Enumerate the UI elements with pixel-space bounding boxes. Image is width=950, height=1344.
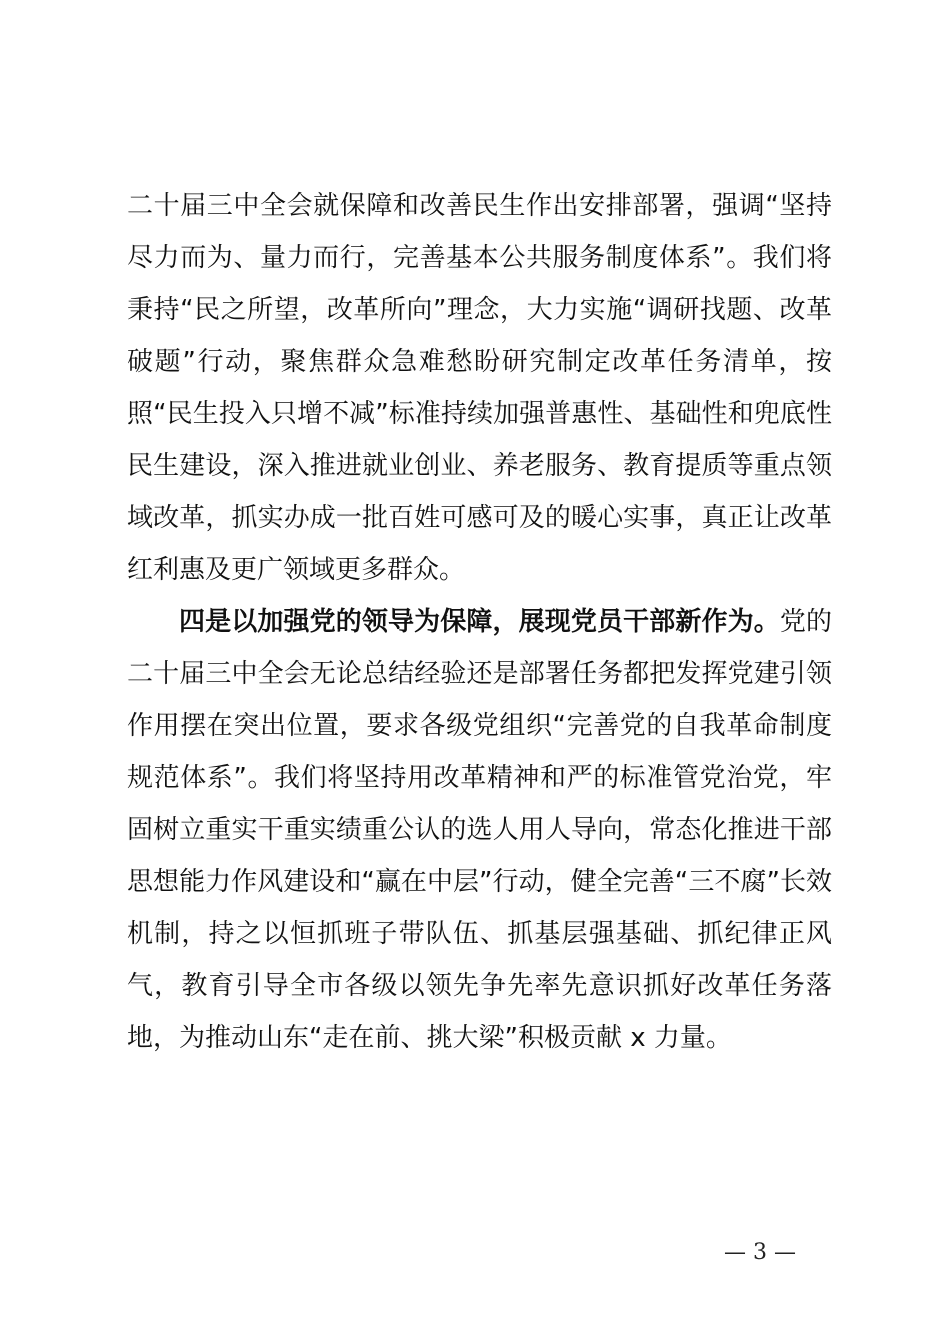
body-text	[127, 180, 832, 1064]
page-number: — 3 —	[724, 1240, 796, 1265]
paragraph-text: 二十届三中全会就保障和改善民生作出安排部署，强调“坚持尽力而为、量力而行，完善基本公共服务制度体系”。我们将秉持“民之所望，改革所向”理念，大力实施“调研找题、改革破题”行动，聚焦群众急难愁盼研究制定改革任务清单，按照“民生投入只增不减”标准持续加强普惠性、基础性和兜底性民生建设，深入推进就业创业、养老服务、教育提质等重点领域改革，抓实办成一批百姓可感可及的暖心实事，真正让改革红利惠及更广领域更多群众。	[127, 191, 832, 585]
paragraph-text: 党的二十届三中全会无论总结经验还是部署任务都把发挥党建引领作用摆在突出位置，要求各级党组织“完善党的自我革命制度规范体系”。我们将坚持用改革精神和严的标准管党治党，牢固树立重实干重实绩重公认的选人用人导向，常态化推进干部思想能力作风建设和“赢在中层”行动，健全完善“三不腐”长效机制，持之以恒抓班子带队伍、抓基层强基础、抓纪律正风气，教育引导全市各级以领先争先率先意识抓好改革任务落地，为推动山东“走在前、挑大梁”积极贡献 x 力量。	[127, 607, 832, 1053]
paragraph-lead-heading: 四是以加强党的领导为保障，展现党员干部新作为。	[179, 607, 780, 637]
paragraph-livelihood	[127, 180, 832, 596]
paragraph-party-leadership	[127, 596, 832, 1064]
